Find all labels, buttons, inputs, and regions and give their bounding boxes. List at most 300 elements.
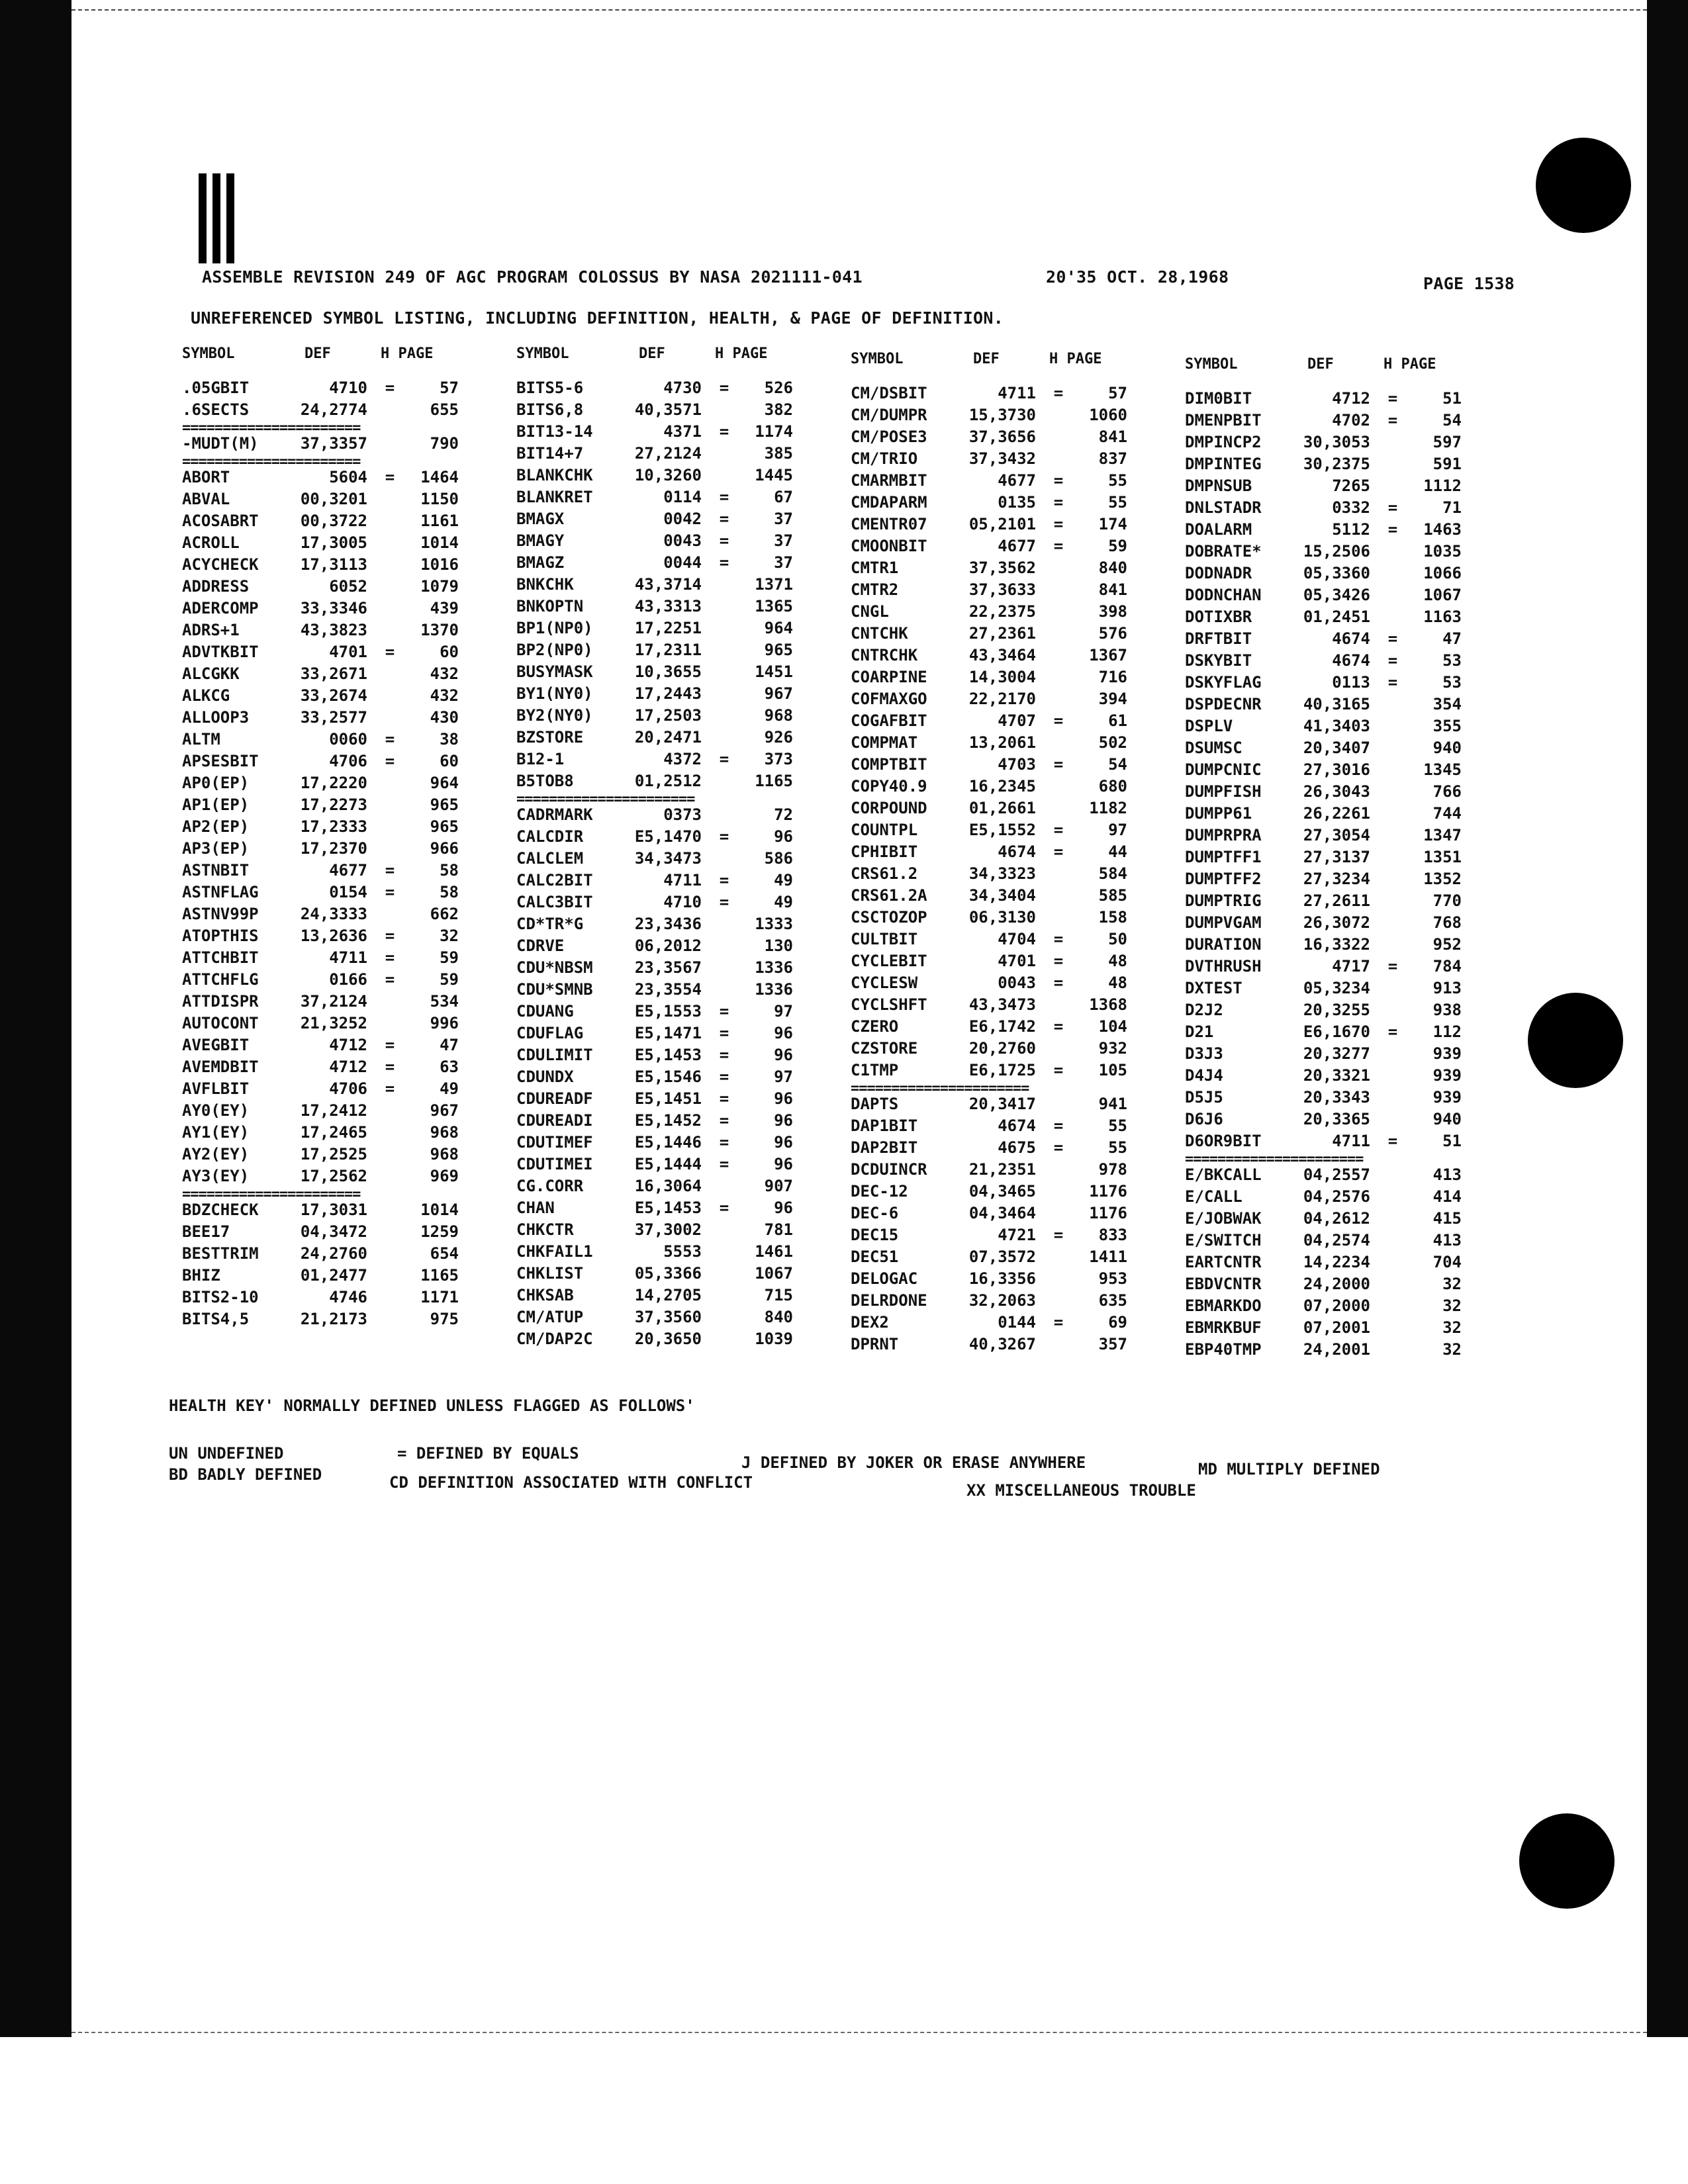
symbol-health: =: [1053, 842, 1064, 861]
symbol-def: 00,3201: [300, 490, 367, 508]
symbol-row: [1185, 760, 1529, 782]
symbol-name: ABORT: [182, 468, 230, 486]
symbol-page: 965: [764, 641, 793, 659]
symbol-row: [182, 992, 526, 1014]
punch-hole-top: [1536, 138, 1631, 233]
symbol-name: CHAN: [516, 1199, 555, 1217]
symbol-name: AUTOCONT: [182, 1014, 259, 1032]
symbol-def: 20,3365: [1303, 1110, 1370, 1128]
symbol-name: BLANKCHK: [516, 466, 593, 484]
symbol-health: =: [1387, 651, 1398, 670]
symbol-health: =: [385, 970, 395, 989]
symbol-def: 37,2124: [300, 992, 367, 1011]
symbol-page: 96: [774, 1089, 793, 1108]
symbol-page: 1112: [1423, 477, 1462, 495]
symbol-name: DURATION: [1185, 935, 1262, 954]
symbol-name: ASTNV99P: [182, 905, 259, 923]
symbol-row: [851, 1061, 1195, 1083]
symbol-name: BY2(NY0): [516, 706, 593, 725]
symbol-column-2: [516, 345, 861, 1351]
symbol-page: 1336: [755, 980, 793, 999]
symbol-def: 0043: [998, 974, 1036, 992]
symbol-row: [182, 1123, 526, 1145]
symbol-page: 1165: [420, 1266, 459, 1285]
symbol-row: [851, 406, 1195, 428]
symbol-row: [851, 471, 1195, 493]
symbol-name: BLANKRET: [516, 488, 593, 506]
symbol-def: 04,2612: [1303, 1209, 1370, 1228]
symbol-row: [1185, 1209, 1529, 1231]
symbol-def: 4371: [663, 422, 702, 441]
header-def: DEF: [1307, 356, 1334, 373]
symbol-page: 1463: [1423, 520, 1462, 539]
symbol-name: D6J6: [1185, 1110, 1223, 1128]
symbol-def: 04,3472: [300, 1222, 367, 1241]
symbol-def: 26,3072: [1303, 913, 1370, 932]
symbol-health: =: [719, 1155, 729, 1173]
section-separator: ======================: [516, 794, 695, 805]
symbol-health: =: [385, 1058, 395, 1076]
symbol-row: [516, 706, 861, 728]
symbol-page: 59: [440, 948, 459, 967]
symbol-page: 48: [1108, 952, 1127, 970]
symbol-row: [851, 428, 1195, 449]
symbol-def: 20,3407: [1303, 739, 1370, 757]
symbol-name: DRFTBIT: [1185, 629, 1252, 648]
symbol-page: 784: [1432, 957, 1462, 976]
symbol-row: [851, 1269, 1195, 1291]
symbol-page: 54: [1442, 411, 1462, 430]
symbol-def: 37,3656: [968, 428, 1036, 446]
symbol-name: CM/DUMPR: [851, 406, 927, 424]
symbol-row: [851, 842, 1195, 864]
symbol-row: [1185, 870, 1529, 891]
symbol-health: =: [1053, 515, 1064, 533]
symbol-name: ADVTKBIT: [182, 643, 259, 661]
symbol-name: ACOSABRT: [182, 512, 259, 530]
symbol-health: =: [1053, 471, 1064, 490]
symbol-name: CULTBIT: [851, 930, 918, 948]
symbol-row: [1185, 826, 1529, 848]
header-symbol: SYMBOL: [851, 351, 904, 367]
symbol-row: [516, 728, 861, 750]
symbol-def: 27,3054: [1303, 826, 1370, 844]
symbol-health: =: [1053, 1017, 1064, 1036]
symbol-row: [1185, 782, 1529, 804]
symbol-def: 27,2361: [968, 624, 1036, 643]
symbol-row: [851, 974, 1195, 995]
symbol-health: =: [1053, 384, 1064, 402]
symbol-name: AY0(EY): [182, 1101, 250, 1120]
key-conflict: CD DEFINITION ASSOCIATED WITH CONFLICT: [389, 1473, 753, 1492]
symbol-def: 37,3002: [634, 1220, 702, 1239]
symbol-page: 69: [1108, 1313, 1127, 1332]
symbol-name: ASTNFLAG: [182, 883, 259, 901]
symbol-row: [1185, 477, 1529, 498]
symbol-page: 355: [1432, 717, 1462, 735]
symbol-page: 112: [1432, 1023, 1462, 1041]
symbol-def: E5,1546: [634, 1068, 702, 1086]
symbol-name: DSUMSC: [1185, 739, 1243, 757]
symbol-page: 1014: [420, 533, 459, 552]
symbol-row: [516, 958, 861, 980]
symbol-def: 15,3730: [968, 406, 1036, 424]
symbol-def: E5,1552: [968, 821, 1036, 839]
symbol-name: ATTCHBIT: [182, 948, 259, 967]
symbol-page: 60: [440, 643, 459, 661]
symbol-name: BHIZ: [182, 1266, 220, 1285]
symbol-row: [1185, 804, 1529, 826]
symbol-def: E6,1725: [968, 1061, 1036, 1079]
symbol-name: DMENPBIT: [1185, 411, 1262, 430]
symbol-name: DUMPCNIC: [1185, 760, 1262, 779]
symbol-page: 941: [1098, 1095, 1127, 1113]
symbol-row: [182, 1036, 526, 1058]
symbol-page: 97: [774, 1002, 793, 1021]
symbol-health: =: [1053, 1226, 1064, 1244]
symbol-def: 27,3137: [1303, 848, 1370, 866]
symbol-row: [851, 733, 1195, 755]
symbol-name: CMDAPARM: [851, 493, 927, 512]
symbol-def: 17,2412: [300, 1101, 367, 1120]
symbol-def: E5,1444: [634, 1155, 702, 1173]
symbol-row: [182, 1222, 526, 1244]
symbol-page: 576: [1098, 624, 1127, 643]
symbol-row: [851, 1017, 1195, 1039]
symbol-row: [182, 555, 526, 577]
symbol-health: =: [385, 379, 395, 397]
symbol-name: CPHIBIT: [851, 842, 918, 861]
symbol-row: [516, 488, 861, 510]
symbol-def: 4674: [1332, 629, 1370, 648]
symbol-row: [516, 466, 861, 488]
symbol-row: [1185, 542, 1529, 564]
symbol-health: =: [1053, 1061, 1064, 1079]
symbol-row: [851, 1291, 1195, 1313]
symbol-row: [851, 1095, 1195, 1116]
symbol-page: 158: [1098, 908, 1127, 927]
symbol-row: [182, 883, 526, 905]
symbol-def: 40,3165: [1303, 695, 1370, 713]
symbol-row: [851, 690, 1195, 711]
symbol-name: CZERO: [851, 1017, 899, 1036]
symbol-row: [851, 1138, 1195, 1160]
symbol-name: CALCLEM: [516, 849, 584, 868]
section-separator: ======================: [182, 456, 361, 468]
symbol-name: CZSTORE: [851, 1039, 918, 1058]
symbol-def: 0135: [998, 493, 1036, 512]
symbol-page: 964: [430, 774, 459, 792]
symbol-name: AY3(EY): [182, 1167, 250, 1185]
symbol-def: 4703: [998, 755, 1036, 774]
symbol-page: 413: [1432, 1165, 1462, 1184]
symbol-page: 1165: [755, 772, 793, 790]
page-number: PAGE 1538: [1423, 274, 1515, 293]
symbol-name: DUMPP61: [1185, 804, 1252, 823]
symbol-row: [516, 597, 861, 619]
symbol-name: DSKYBIT: [1185, 651, 1252, 670]
key-undefined: UN UNDEFINED: [169, 1444, 284, 1463]
symbol-name: CADRMARK: [516, 805, 593, 824]
symbol-page: 51: [1442, 389, 1462, 408]
symbol-page: 357: [1098, 1335, 1127, 1353]
symbol-row: [182, 379, 526, 400]
symbol-row: [182, 1058, 526, 1079]
symbol-name: COUNTPL: [851, 821, 918, 839]
symbol-def: 37,3432: [968, 449, 1036, 468]
symbol-name: BNKCHK: [516, 575, 574, 594]
symbol-page: 841: [1098, 428, 1127, 446]
symbol-def: 4706: [329, 752, 367, 770]
symbol-def: 06,3130: [968, 908, 1036, 927]
symbol-page: 1365: [755, 597, 793, 615]
symbol-name: DOTIXBR: [1185, 608, 1252, 626]
symbol-row: [1185, 651, 1529, 673]
symbol-def: 27,2611: [1303, 891, 1370, 910]
symbol-def: E5,1446: [634, 1133, 702, 1152]
symbol-page: 1259: [420, 1222, 459, 1241]
symbol-def: 4721: [998, 1226, 1036, 1244]
symbol-page: 55: [1108, 1116, 1127, 1135]
symbol-row: [516, 936, 861, 958]
symbol-page: 585: [1098, 886, 1127, 905]
symbol-row: [1185, 1165, 1529, 1187]
symbol-def: 14,2705: [634, 1286, 702, 1304]
symbol-page: 1067: [1423, 586, 1462, 604]
symbol-page: 704: [1432, 1253, 1462, 1271]
symbol-row: [851, 952, 1195, 974]
symbol-def: 17,2251: [634, 619, 702, 637]
symbol-name: C1TMP: [851, 1061, 899, 1079]
symbol-def: 33,2674: [300, 686, 367, 705]
symbol-def: 4372: [663, 750, 702, 768]
symbol-def: 17,2525: [300, 1145, 367, 1163]
symbol-def: 17,2311: [634, 641, 702, 659]
symbol-row: [851, 1313, 1195, 1335]
symbol-def: 20,3650: [634, 1330, 702, 1348]
symbol-row: [1185, 629, 1529, 651]
symbol-page: 715: [764, 1286, 793, 1304]
symbol-def: 24,2000: [1303, 1275, 1370, 1293]
symbol-row: [1185, 608, 1529, 629]
symbol-name: DUMPTFF2: [1185, 870, 1262, 888]
symbol-page: 1079: [420, 577, 459, 596]
symbol-page: 96: [774, 1199, 793, 1217]
symbol-name: CNTRCHK: [851, 646, 918, 664]
symbol-def: 4702: [1332, 411, 1370, 430]
listing-date: 20'35 OCT. 28,1968: [1046, 267, 1229, 287]
symbol-name: CM/DSBIT: [851, 384, 927, 402]
symbol-name: DIM0BIT: [1185, 389, 1252, 408]
symbol-page: 938: [1432, 1001, 1462, 1019]
column-header: [516, 345, 861, 372]
symbol-health: =: [719, 1068, 729, 1086]
symbol-page: 654: [430, 1244, 459, 1263]
symbol-def: 22,2375: [968, 602, 1036, 621]
column-header: [851, 351, 1195, 377]
symbol-page: 47: [440, 1036, 459, 1054]
symbol-name: BDZCHECK: [182, 1201, 259, 1219]
symbol-page: 966: [430, 839, 459, 858]
symbol-page: 32: [1442, 1275, 1462, 1293]
symbol-def: E6,1670: [1303, 1023, 1370, 1041]
symbol-row: [1185, 957, 1529, 979]
symbol-row: [516, 531, 861, 553]
symbol-page: 49: [774, 871, 793, 889]
symbol-health: =: [1387, 1132, 1398, 1150]
symbol-row: [851, 1335, 1195, 1357]
symbol-def: 04,2557: [1303, 1165, 1370, 1184]
symbol-row: [516, 980, 861, 1002]
symbol-name: CRS61.2: [851, 864, 918, 883]
symbol-page: 534: [430, 992, 459, 1011]
symbol-row: [182, 686, 526, 708]
symbol-page: 781: [764, 1220, 793, 1239]
symbol-row: [1185, 1110, 1529, 1132]
symbol-health: =: [719, 1111, 729, 1130]
symbol-name: ALTM: [182, 730, 220, 749]
symbol-name: CM/ATUP: [516, 1308, 584, 1326]
symbol-def: 4746: [329, 1288, 367, 1306]
symbol-row: [1185, 848, 1529, 870]
symbol-page: 54: [1108, 755, 1127, 774]
symbol-page: 432: [430, 664, 459, 683]
symbol-name: CRS61.2A: [851, 886, 927, 905]
symbol-health: =: [385, 730, 395, 749]
symbol-name: DEC15: [851, 1226, 899, 1244]
symbol-row: [516, 1330, 861, 1351]
symbol-name: DMPNSUB: [1185, 477, 1252, 495]
symbol-row: [851, 449, 1195, 471]
symbol-def: E5,1553: [634, 1002, 702, 1021]
symbol-page: 790: [430, 434, 459, 453]
symbol-row: [182, 1201, 526, 1222]
symbol-def: 0114: [663, 488, 702, 506]
symbol-row: [851, 821, 1195, 842]
header-hpage: H PAGE: [1383, 356, 1436, 373]
symbol-row: [851, 668, 1195, 690]
symbol-row: [851, 908, 1195, 930]
symbol-page: 53: [1442, 651, 1462, 670]
symbol-row: [1185, 1297, 1529, 1318]
symbol-def: 4675: [998, 1138, 1036, 1157]
symbol-page: 105: [1098, 1061, 1127, 1079]
symbol-health: =: [385, 1036, 395, 1054]
symbol-page: 1370: [420, 621, 459, 639]
symbol-name: ACYCHECK: [182, 555, 259, 574]
symbol-name: CNGL: [851, 602, 889, 621]
symbol-row: [1185, 1187, 1529, 1209]
scan-edge-right: [1647, 0, 1688, 2037]
symbol-def: 27,3234: [1303, 870, 1370, 888]
symbol-name: CYCLSHFT: [851, 995, 927, 1014]
symbol-row: [516, 510, 861, 531]
symbol-page: 926: [764, 728, 793, 747]
symbol-name: CDUNDX: [516, 1068, 574, 1086]
symbol-health: =: [719, 871, 729, 889]
symbol-name: CMTR2: [851, 580, 899, 599]
symbol-page: 1174: [755, 422, 793, 441]
symbol-page: 1060: [1089, 406, 1127, 424]
symbol-def: 20,3321: [1303, 1066, 1370, 1085]
symbol-page: 61: [1108, 711, 1127, 730]
symbol-name: E/CALL: [1185, 1187, 1243, 1206]
symbol-def: 21,2351: [968, 1160, 1036, 1179]
symbol-name: .6SECTS: [182, 400, 250, 419]
symbol-name: CMOONBIT: [851, 537, 927, 555]
symbol-row: [182, 400, 526, 422]
symbol-def: 4674: [998, 1116, 1036, 1135]
symbol-def: E5,1471: [634, 1024, 702, 1042]
symbol-def: 17,3031: [300, 1201, 367, 1219]
symbol-def: 23,3554: [634, 980, 702, 999]
symbol-page: 597: [1432, 433, 1462, 451]
symbol-row: [182, 752, 526, 774]
symbol-name: E/SWITCH: [1185, 1231, 1262, 1250]
symbol-name: CDUFLAG: [516, 1024, 584, 1042]
symbol-page: 996: [430, 1014, 459, 1032]
symbol-row: [851, 1226, 1195, 1248]
symbol-def: E5,1451: [634, 1089, 702, 1108]
listing-title: ASSEMBLE REVISION 249 OF AGC PROGRAM COLOSSUS BY NASA 2021111-041: [202, 267, 863, 287]
symbol-page: 72: [774, 805, 793, 824]
symbol-page: 768: [1432, 913, 1462, 932]
symbol-name: CALCDIR: [516, 827, 584, 846]
symbol-row: [1185, 979, 1529, 1001]
symbol-page: 635: [1098, 1291, 1127, 1310]
symbol-column-3: [851, 351, 1195, 1357]
symbol-def: 37,3357: [300, 434, 367, 453]
symbol-def: 43,3714: [634, 575, 702, 594]
symbol-name: BIT14+7: [516, 444, 584, 463]
symbol-def: 16,3064: [634, 1177, 702, 1195]
symbol-name: ABVAL: [182, 490, 230, 508]
symbol-name: DSPDECNR: [1185, 695, 1262, 713]
symbol-def: 4707: [998, 711, 1036, 730]
symbol-name: DUMPRPRA: [1185, 826, 1262, 844]
symbol-page: 413: [1432, 1231, 1462, 1250]
symbol-def: 0043: [663, 531, 702, 550]
header-symbol: SYMBOL: [1185, 356, 1238, 373]
symbol-health: =: [1053, 755, 1064, 774]
symbol-health: =: [1053, 930, 1064, 948]
symbol-name: COMPMAT: [851, 733, 918, 752]
header-symbol: SYMBOL: [516, 345, 569, 362]
header-def: DEF: [639, 345, 665, 362]
symbol-def: 17,2562: [300, 1167, 367, 1185]
symbol-page: 385: [764, 444, 793, 463]
symbol-row: [516, 871, 861, 893]
scan-edge-left: [0, 0, 71, 2037]
symbol-health: =: [385, 883, 395, 901]
symbol-row: [1185, 1066, 1529, 1088]
symbol-def: 41,3403: [1303, 717, 1370, 735]
symbol-name: DEC51: [851, 1248, 899, 1266]
symbol-def: 0113: [1332, 673, 1370, 692]
symbol-name: CYCLESW: [851, 974, 918, 992]
symbol-page: 174: [1098, 515, 1127, 533]
symbol-def: 06,2012: [634, 936, 702, 955]
symbol-page: 44: [1108, 842, 1127, 861]
symbol-page: 49: [440, 1079, 459, 1098]
symbol-def: 04,2574: [1303, 1231, 1370, 1250]
symbol-page: 1445: [755, 466, 793, 484]
symbol-page: 967: [764, 684, 793, 703]
symbol-name: D5J5: [1185, 1088, 1223, 1107]
symbol-def: 4677: [998, 537, 1036, 555]
symbol-page: 1182: [1089, 799, 1127, 817]
symbol-def: 23,3567: [634, 958, 702, 977]
